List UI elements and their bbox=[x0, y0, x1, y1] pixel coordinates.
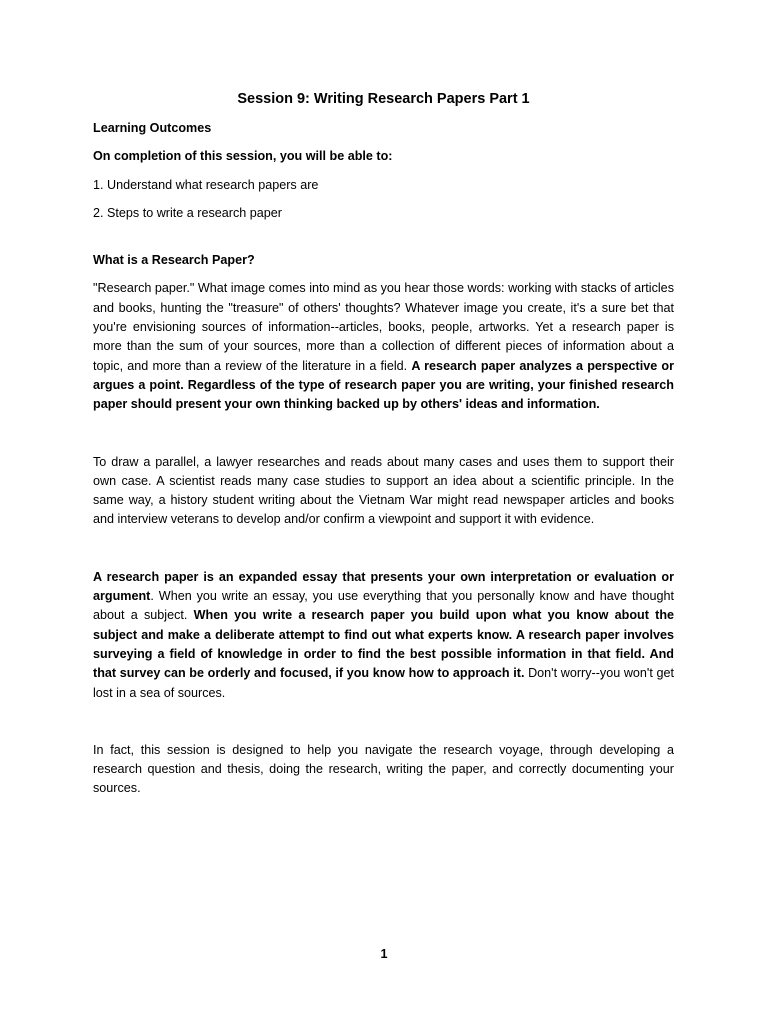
section-heading: What is a Research Paper? bbox=[93, 253, 255, 268]
paragraph-intro bbox=[93, 279, 674, 414]
document-page bbox=[93, 88, 674, 799]
outcome-item: 2. Steps to write a research paper bbox=[93, 205, 283, 220]
paragraph-text: Don't worry--you won't get lost in a sea of sources. bbox=[93, 666, 674, 700]
paragraph-emphasis: When you write a research paper you build upon what you know about the subject and make a deliberate attempt to find out what experts know. A research paper involves surveying a field of knowledge in order to find the best possible information in that field. And that survey can be orderly and focused, if you know how to approach it. bbox=[93, 608, 675, 681]
page-title: Session 9: Writing Research Papers Part 1 bbox=[237, 91, 530, 107]
learning-outcomes-heading: Learning Outcomes bbox=[93, 121, 212, 135]
page-number: 1 bbox=[380, 947, 388, 961]
paragraph-parallel: To draw a parallel, a lawyer researches and reads about many cases and uses them to support their own case. A scientist reads many case studies to support an idea about a scientific principle. In the same way, a history student writing about the Vietnam War might read newspaper articles and books and interview veterans to develop and/or confirm a viewpoint and support it with evidence. bbox=[93, 454, 674, 527]
paragraph-emphasis: A research paper is an expanded essay that presents your own interpretation or evaluation or argument bbox=[93, 569, 674, 604]
paragraph-session-design: In fact, this session is designed to help you navigate the research voyage, through developing a research question and thesis, doing the research, writing the paper, and correctly documenting your sources. bbox=[93, 742, 674, 796]
paragraph-emphasis: A research paper analyzes a perspective or argues a point. Regardless of the type of research paper you are writing, your finished research paper should present your own thinking backed up by others' ideas and information. bbox=[93, 358, 674, 412]
paragraph-text: . When you write an essay, you use everything that you personally know and have thought about a subject. bbox=[93, 589, 674, 623]
paragraph-text: "Research paper." What image comes into mind as you hear those words: working with stacks of articles and books, hunting the "treasure" of others' thoughts? Whatever image you create, it's a sure bet that you're envisioning sources of information--articles, books, people, artworks. Yet a research paper is more than the sum of your sources, more than a collection of different pieces of information about a topic, and more than a review of the literature in a field. bbox=[93, 281, 674, 373]
outcome-item: 1. Understand what research papers are bbox=[93, 177, 319, 192]
completion-line: On completion of this session, you will be able to: bbox=[93, 149, 393, 164]
paragraph-expanded-essay bbox=[93, 568, 674, 703]
